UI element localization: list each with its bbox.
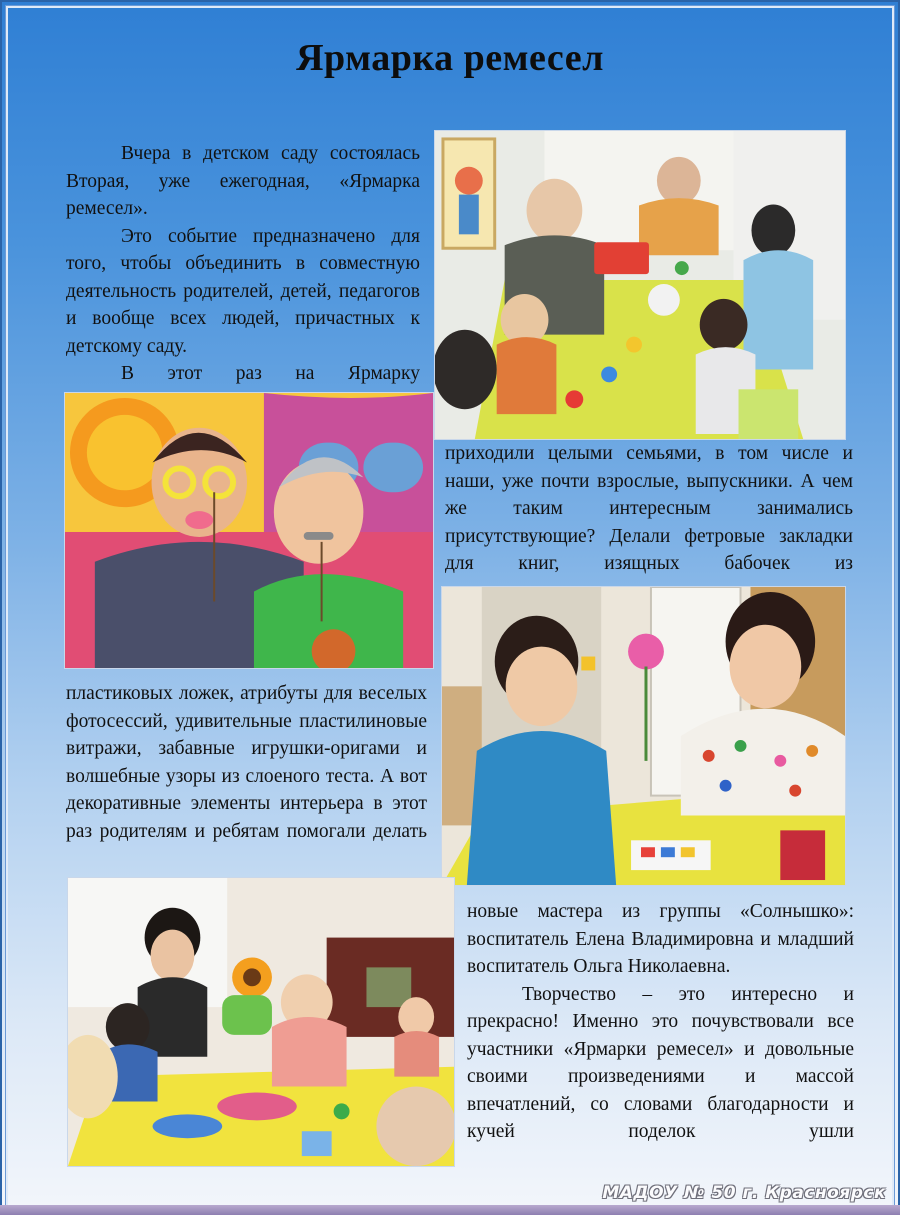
photo-group-workshop: [67, 877, 455, 1167]
photo-modeling: [441, 586, 846, 886]
footer-signature: МАДОУ № 50 г. Красноярск: [602, 1183, 886, 1203]
paragraph-crafts: пластиковых ложек, атрибуты для веселых фотосессий, удивительные пластилиновые витражи, забавные игрушки-оригами и волшебные узоры из слоеного теста. А вот декоративные элементы интерьера в этот раз родителям и ребятам помогали делать: [66, 683, 427, 842]
paragraph-creativity: Творчество – это интересно и прекрасно! Именно это почувствовали все участники «Ярмарки ремесел» и довольные своими произведениями и массой впечатлений, со словами благодарности и кучей поделок ушли: [467, 983, 854, 1142]
text-block-intro: [66, 140, 420, 388]
text-block-masters: [467, 898, 854, 1146]
photo-props-session: [64, 392, 434, 669]
paragraph-this-time: В этот раз на Ярмарку: [121, 363, 420, 384]
page-title: Ярмарка ремесел: [296, 37, 604, 79]
photo-craft-table: [434, 130, 846, 440]
paragraph-purpose: Это событие предназначено для того, чтобы объединить в совместную деятельность родителей, детей, педагогов и вообще всех людей, причастных к детскому саду.: [66, 225, 420, 357]
paragraph-intro: Вчера в детском саду состоялась Вторая, уже ежегодная, «Ярмарка ремесел».: [66, 143, 420, 219]
bottom-band: [0, 1205, 900, 1215]
paragraph-families: приходили целыми семьями, в том числе и наши, уже почти взрослые, выпускники. А чем же таким интересным занимались присутствующие? Делали фетровые закладки для книг, изящных бабочек из: [445, 443, 853, 574]
text-block-families: [445, 440, 853, 578]
paragraph-masters: новые мастера из группы «Солнышко»: воспитатель Елена Владимировна и младший воспитатель Ольга Николаевна.: [467, 901, 854, 977]
text-block-crafts: [66, 680, 427, 845]
